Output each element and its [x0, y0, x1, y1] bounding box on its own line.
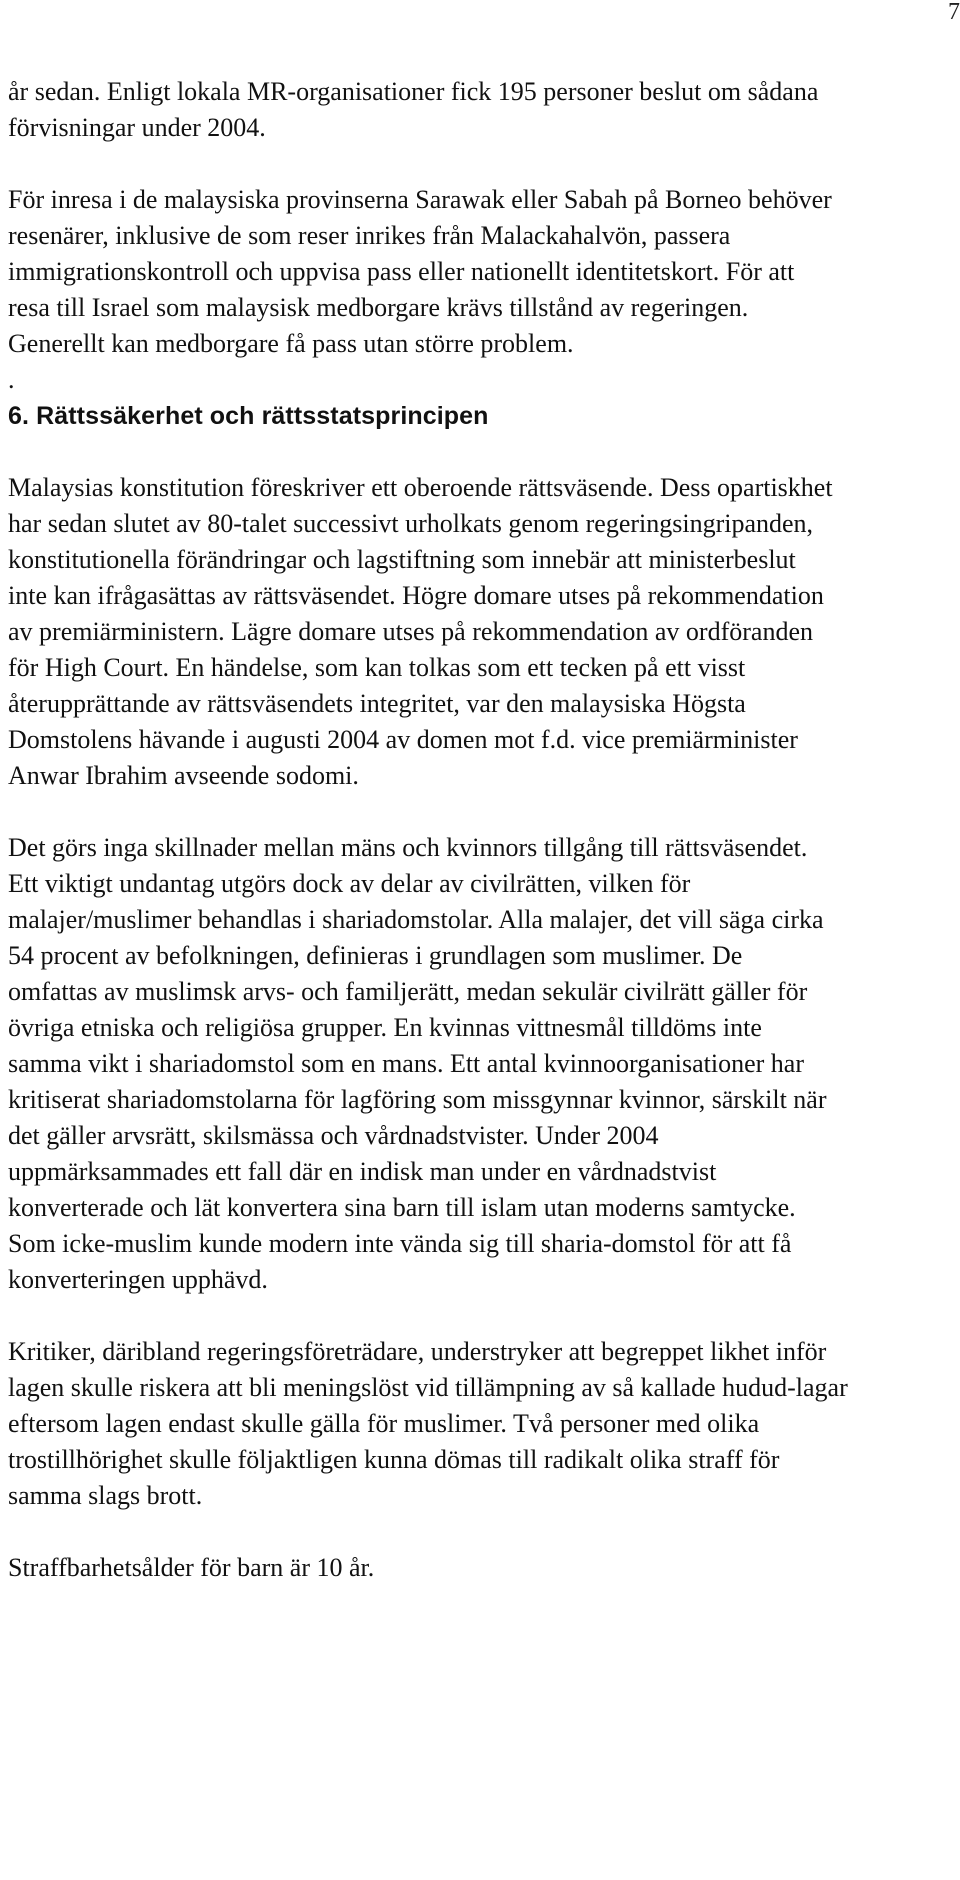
- text-line: återupprättande av rättsväsendets integritet, var den malaysiska Högsta: [8, 689, 746, 718]
- text-line: Anwar Ibrahim avseende sodomi.: [8, 761, 359, 790]
- text-line: Straffbarhetsålder för barn är 10 år.: [8, 1553, 375, 1582]
- text-line: .: [8, 365, 15, 394]
- paragraph-gap: [8, 434, 953, 470]
- paragraph: [8, 1550, 953, 1586]
- paragraph-gap: [8, 1298, 953, 1334]
- text-line: För inresa i de malaysiska provinserna Sarawak eller Sabah på Borneo behöver: [8, 185, 832, 214]
- text-line: har sedan slutet av 80-talet successivt urholkats genom regeringsingripanden,: [8, 509, 814, 538]
- text-line: år sedan. Enligt lokala MR-organisationer fick 195 personer beslut om sådana: [8, 77, 819, 106]
- text-line: immigrationskontroll och uppvisa pass eller nationellt identitetskort. För att: [8, 257, 795, 286]
- text-line: resa till Israel som malaysisk medborgare krävs tillstånd av regeringen.: [8, 293, 749, 322]
- text-line: 54 procent av befolkningen, definieras i grundlagen som muslimer. De: [8, 941, 743, 970]
- text-line: Domstolens hävande i augusti 2004 av domen mot f.d. vice premiärminister: [8, 725, 798, 754]
- paragraph: [8, 470, 953, 794]
- text-line: Det görs inga skillnader mellan mäns och kvinnors tillgång till rättsväsendet.: [8, 833, 808, 862]
- text-line: övriga etniska och religiösa grupper. En kvinnas vittnesmål tilldöms inte: [8, 1013, 762, 1042]
- text-line: konverteringen upphävd.: [8, 1265, 268, 1294]
- paragraph: [8, 182, 953, 398]
- text-line: Ett viktigt undantag utgörs dock av delar av civilrätten, vilken för: [8, 869, 691, 898]
- text-line: kritiserat shariadomstolarna för lagföring som missgynnar kvinnor, särskilt när: [8, 1085, 827, 1114]
- text-line: lagen skulle riskera att bli meningslöst vid tillämpning av så kallade hudud-lagar: [8, 1373, 848, 1402]
- text-line: uppmärksammades ett fall där en indisk man under en vårdnadstvist: [8, 1157, 717, 1186]
- text-line: förvisningar under 2004.: [8, 113, 266, 142]
- paragraph-gap: [8, 146, 953, 182]
- page-number: 7: [948, 0, 960, 25]
- paragraph: [8, 1334, 953, 1514]
- text-line: Malaysias konstitution föreskriver ett oberoende rättsväsende. Dess opartiskhet: [8, 473, 833, 502]
- text-line: trostillhörighet skulle följaktligen kunna dömas till radikalt olika straff för: [8, 1445, 780, 1474]
- text-line: Kritiker, däribland regeringsföreträdare, understryker att begreppet likhet inför: [8, 1337, 827, 1366]
- text-line: samma vikt i shariadomstol som en mans. Ett antal kvinnoorganisationer har: [8, 1049, 804, 1078]
- text-line: konstitutionella förändringar och lagstiftning som innebär att ministerbeslut: [8, 545, 796, 574]
- text-line: Som icke-muslim kunde modern inte vända sig till sharia-domstol för att få: [8, 1229, 792, 1258]
- text-line: det gäller arvsrätt, skilsmässa och vårdnadstvister. Under 2004: [8, 1121, 659, 1150]
- section-heading: 6. Rättssäkerhet och rättsstatsprincipen: [8, 402, 489, 430]
- paragraph-gap: [8, 794, 953, 830]
- text-line: konverterade och lät konvertera sina barn till islam utan moderns samtycke.: [8, 1193, 796, 1222]
- paragraph: [8, 74, 953, 146]
- text-line: omfattas av muslimsk arvs- och familjerätt, medan sekulär civilrätt gäller för: [8, 977, 808, 1006]
- paragraph: [8, 830, 953, 1298]
- text-line: av premiärministern. Lägre domare utses på rekommendation av ordföranden: [8, 617, 813, 646]
- text-line: inte kan ifrågasättas av rättsväsendet. Högre domare utses på rekommendation: [8, 581, 824, 610]
- text-line: eftersom lagen endast skulle gälla för muslimer. Två personer med olika: [8, 1409, 760, 1438]
- paragraph-gap: [8, 1514, 953, 1550]
- text-line: Generellt kan medborgare få pass utan större problem.: [8, 329, 574, 358]
- text-line: för High Court. En händelse, som kan tolkas som ett tecken på ett visst: [8, 653, 746, 682]
- document-body: [8, 74, 953, 1586]
- text-line: malajer/muslimer behandlas i shariadomstolar. Alla malajer, det vill säga cirka: [8, 905, 824, 934]
- text-line: resenärer, inklusive de som reser inrikes från Malackahalvön, passera: [8, 221, 731, 250]
- text-line: samma slags brott.: [8, 1481, 203, 1510]
